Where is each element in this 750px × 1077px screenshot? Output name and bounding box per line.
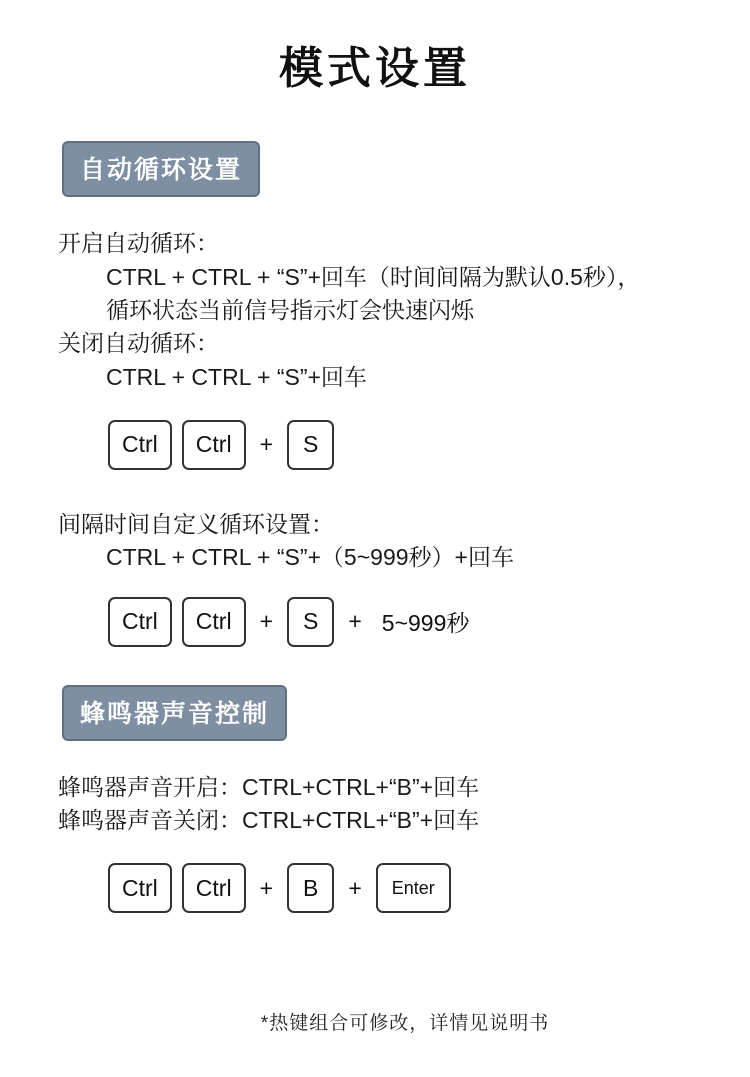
key-combo-auto-loop: [0, 420, 750, 470]
custom-interval-text-block: [0, 508, 750, 575]
plus-sign-4: +: [259, 874, 273, 901]
plus-sign-2: +: [259, 608, 273, 635]
line-custom-interval-detail: CTRL + CTRL + “S”+（5~999秒）+回车: [106, 544, 514, 571]
key-ctrl-6: Ctrl: [182, 863, 246, 913]
line-enable-auto-loop-detail-2: 循环状态当前信号指示灯会快速闪烁: [106, 296, 474, 323]
key-ctrl-2: Ctrl: [182, 420, 246, 470]
key-s-1: S: [287, 420, 334, 470]
section-header-wrap-buzzer: [0, 685, 750, 741]
plus-sign-3: +: [348, 608, 362, 635]
line-custom-interval-title: 间隔时间自定义循环设置：: [58, 510, 334, 537]
key-ctrl-5: Ctrl: [108, 863, 172, 913]
interval-range-label: 5~999秒: [381, 610, 470, 637]
line-buzzer-on: 蜂鸣器声音开启：CTRL+CTRL+“B”+回车: [58, 773, 480, 800]
line-disable-auto-loop-detail: CTRL + CTRL + “S”+回车: [106, 363, 367, 390]
line-enable-auto-loop: 开启自动循环：: [58, 230, 219, 257]
line-disable-auto-loop: 关闭自动循环：: [58, 330, 219, 357]
auto-loop-text-block: [0, 227, 750, 394]
key-combo-custom-interval: [0, 597, 750, 647]
section-header-wrap: [0, 141, 750, 197]
section-header-buzzer: 蜂鸣器声音控制: [62, 685, 287, 741]
section-auto-loop: [0, 141, 750, 646]
key-combo-buzzer: [0, 863, 750, 913]
section-buzzer: [0, 685, 750, 914]
key-enter: Enter: [376, 863, 451, 913]
key-b: B: [287, 863, 334, 913]
key-s-2: S: [287, 597, 334, 647]
footnote: *热键组合可修改，详情见说明书: [260, 1013, 550, 1034]
line-enable-auto-loop-detail-1: CTRL + CTRL + “S”+回车（时间间隔为默认0.5秒），: [106, 263, 641, 290]
plus-sign-1: +: [259, 431, 273, 458]
line-buzzer-off: 蜂鸣器声音关闭：CTRL+CTRL+“B”+回车: [58, 806, 480, 833]
buzzer-text-block: [0, 771, 750, 838]
key-ctrl-1: Ctrl: [108, 420, 172, 470]
section-header-auto-loop: 自动循环设置: [62, 141, 260, 197]
key-ctrl-4: Ctrl: [182, 597, 246, 647]
document-page: [0, 40, 750, 1077]
key-ctrl-3: Ctrl: [108, 597, 172, 647]
page-title: 模式设置: [279, 44, 471, 93]
plus-sign-5: +: [348, 874, 362, 901]
